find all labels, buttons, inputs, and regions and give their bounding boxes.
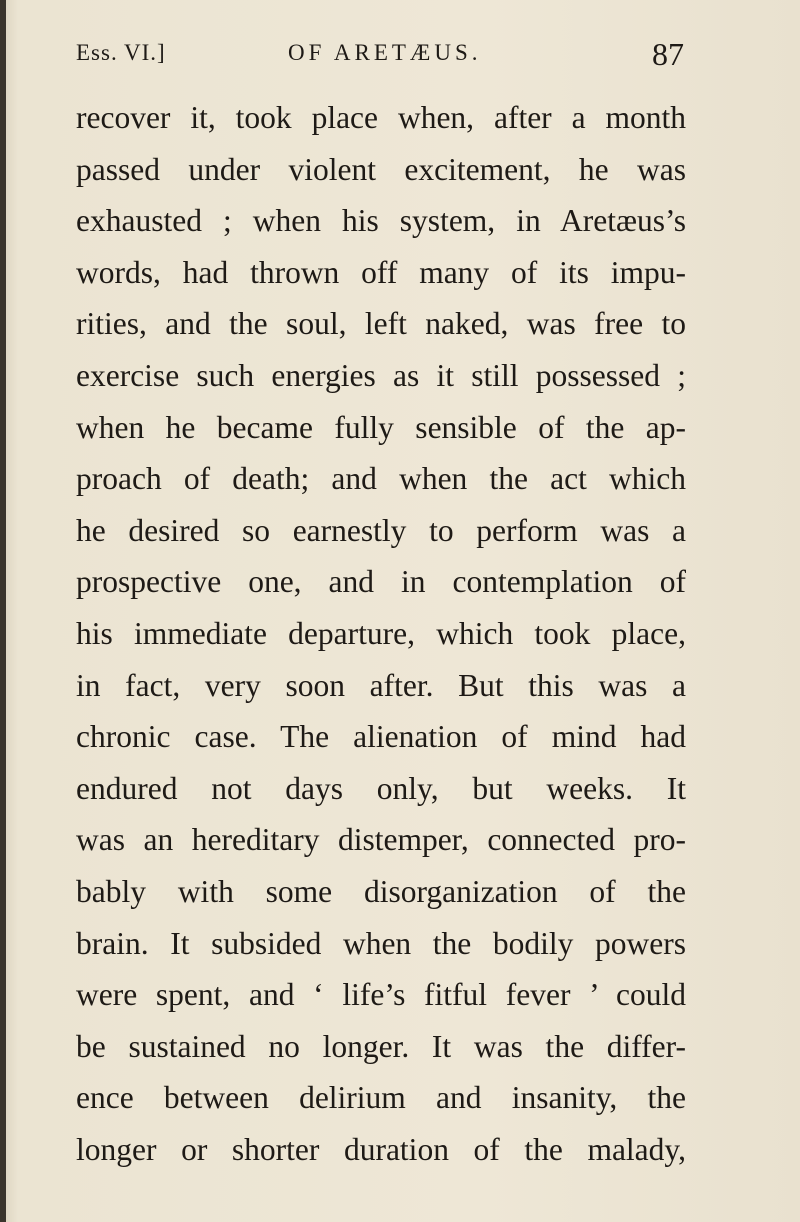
page-number: 87 (652, 36, 684, 72)
text-line: recover it, took place when, after a month (76, 100, 686, 135)
text-line: chronic case. The alienation of mind had (76, 719, 686, 755)
essay-number: Ess. VI.] (76, 40, 166, 65)
binding-edge (0, 0, 6, 1222)
text-line: bably with some disorganization of the (76, 873, 686, 909)
body-text (76, 92, 686, 1175)
text-line: was an hereditary distemper, connected pro- (76, 822, 686, 858)
text-line: his immediate departure, which took place, (76, 615, 686, 651)
text-line: ence between delirium and insanity, the (76, 1080, 686, 1116)
text-line: prospective one, and in contemplation of (76, 564, 686, 600)
text-line: longer or shorter duration of the malady, (76, 1131, 686, 1167)
text-line: were spent, and ‘ life’s fitful fever ’ could (76, 977, 686, 1013)
text-line: be sustained no longer. It was the differ- (76, 1028, 686, 1064)
text-line: rities, and the soul, left naked, was free to (76, 306, 686, 342)
text-line: endured not days only, but weeks. It (76, 770, 686, 806)
running-title: OF ARETÆUS. (288, 40, 482, 65)
text-line: words, had thrown off many of its impu- (76, 254, 686, 290)
text-line: brain. It subsided when the bodily powers (76, 925, 686, 961)
text-line: he desired so earnestly to perform was a (76, 512, 686, 548)
text-line: exercise such energies as it still possessed ; (76, 357, 686, 393)
text-line: exhausted ; when his system, in Aretæus’s (76, 203, 686, 239)
text-line: passed under violent excitement, he was (76, 151, 686, 187)
text-line: when he became fully sensible of the ap- (76, 409, 686, 445)
running-header (76, 36, 684, 72)
text-line: proach of death; and when the act which (76, 461, 686, 497)
text-line: in fact, very soon after. But this was a (76, 667, 686, 703)
